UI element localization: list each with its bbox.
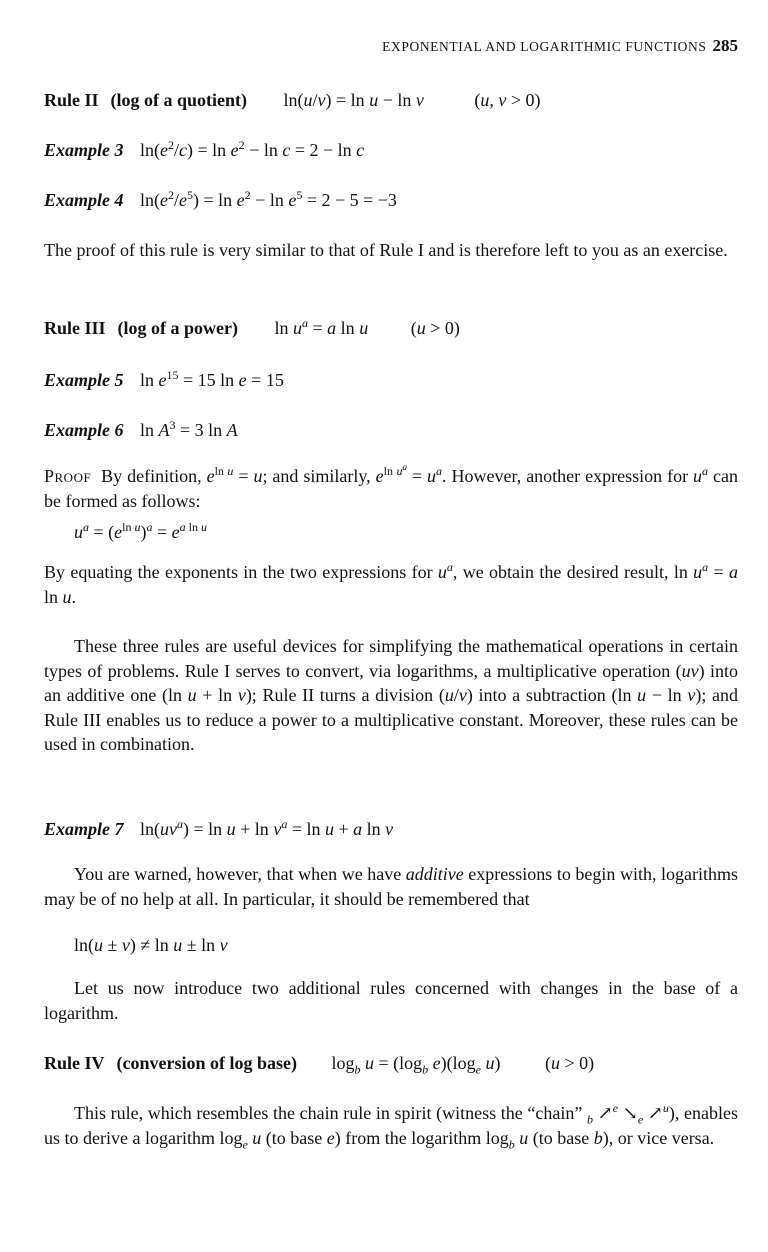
rule-ii-label: Rule II <box>44 90 99 110</box>
example-3 <box>44 138 364 162</box>
example-4 <box>44 188 397 212</box>
example-5 <box>44 368 284 392</box>
inequality-display: ln(u ± v) ≠ ln u ± ln v <box>74 935 228 955</box>
rule-iii-formula: $\ln u^a = a$ ln u <box>274 316 369 338</box>
rule-iv <box>44 1051 594 1075</box>
example-3-label: Example 3 <box>44 140 124 160</box>
example-7-expr: $\ln(uv^a) = \ln u + \ln v^a = \ln u + a$ ln v <box>140 817 394 839</box>
example-4-expr: $\ln(e^2/e^5) = \ln e^2 - \ln e^5 = 2 - 5 = -3$ <box>140 188 397 210</box>
rule-ii <box>44 88 541 112</box>
example-5-label: Example 5 <box>44 370 124 390</box>
paragraph-rules-summary: These three rules are useful devices for simplifying the mathematical operations in certain types of problems. Rule I serves to convert, via logarithms, a multiplicative operation (uv) into an additive one (ln u + ln v); Rule II turns a division (u/v) into a subtraction (ln u − ln v); and Rule III enables us to reduce a power to a multiplicative constant. Moreover, these rules can be used in combination. <box>44 636 739 754</box>
rule-iv-name: (conversion of log base) <box>116 1053 297 1073</box>
running-header <box>382 36 738 56</box>
running-title: EXPONENTIAL AND LOGARITHMIC FUNCTIONS <box>382 39 707 54</box>
rule-iv-label: Rule IV <box>44 1053 105 1073</box>
example-5-expr: $\ln e^{15} = 15$ ln e = 15 <box>140 368 284 390</box>
example-7 <box>44 817 393 841</box>
rule-ii-condition: (u, v > 0) <box>474 90 541 110</box>
rule-ii-formula: ln(u/v) = ln u − ln v <box>283 90 424 110</box>
example-6-label: Example 6 <box>44 420 124 440</box>
page-number: 285 <box>712 36 738 55</box>
proof-label: Proof <box>44 466 92 486</box>
rule-ii-name: (log of a quotient) <box>110 90 248 110</box>
paragraph-warning: You are warned, however, that when we have additive expressions to begin with, logarithms may be of no help at all. In particular, it should be remembered that <box>44 864 738 909</box>
proof-conclusion: By equating the exponents in the two expressions for $u^a$, we obtain the desired result, $\ln u^a = a$ ln u. <box>44 560 738 607</box>
paragraph-chain-rule: This rule, which resembles the chain rule in spirit (witness the “chain” $_b$ ↗$^e$ $↘_e$ ↗$^u$), enables us to derive a logarithm $\log_e u$ (to base e) from the logarithm $\log_b u$ (to base b), or vice versa. <box>44 1101 738 1152</box>
rule-iii <box>44 316 460 340</box>
paragraph-base-intro-text: Let us now introduce two additional rules concerned with changes in the base of a logarithm. <box>44 978 738 1023</box>
proof-paragraph <box>44 464 738 513</box>
rule-iv-condition: (u > 0) <box>545 1053 595 1073</box>
example-3-expr: $\ln(e^2/c) = \ln e^2 - \ln c = 2 - \ln c$ <box>140 138 365 160</box>
rule-iii-label: Rule III <box>44 318 106 338</box>
example-6-expr: $\ln A^3 = 3$ ln A <box>140 418 238 440</box>
example-4-label: Example 4 <box>44 190 124 210</box>
example-6 <box>44 418 238 442</box>
paragraph-proof-note: The proof of this rule is very similar to that of Rule I and is therefore left to you as an exercise. <box>44 240 728 260</box>
proof-display: $u^a = (e^{ln u})^a = e^{a ln u}$ <box>74 520 207 542</box>
paragraph-base-intro <box>44 976 738 1025</box>
rule-iii-name: (log of a power) <box>117 318 238 338</box>
rule-iii-condition: (u > 0) <box>410 318 460 338</box>
rule-iv-formula: $\log_b u = (\log_b$ $e)(\log_e$ u) <box>331 1053 501 1077</box>
proof-text-1: By definition, $e^{ln u} = u$; and similarly, $e^{ln u^a} = u^a$. However, another expression for $u^a$ can be formed as follows: <box>44 462 738 511</box>
example-7-label: Example 7 <box>44 819 124 839</box>
